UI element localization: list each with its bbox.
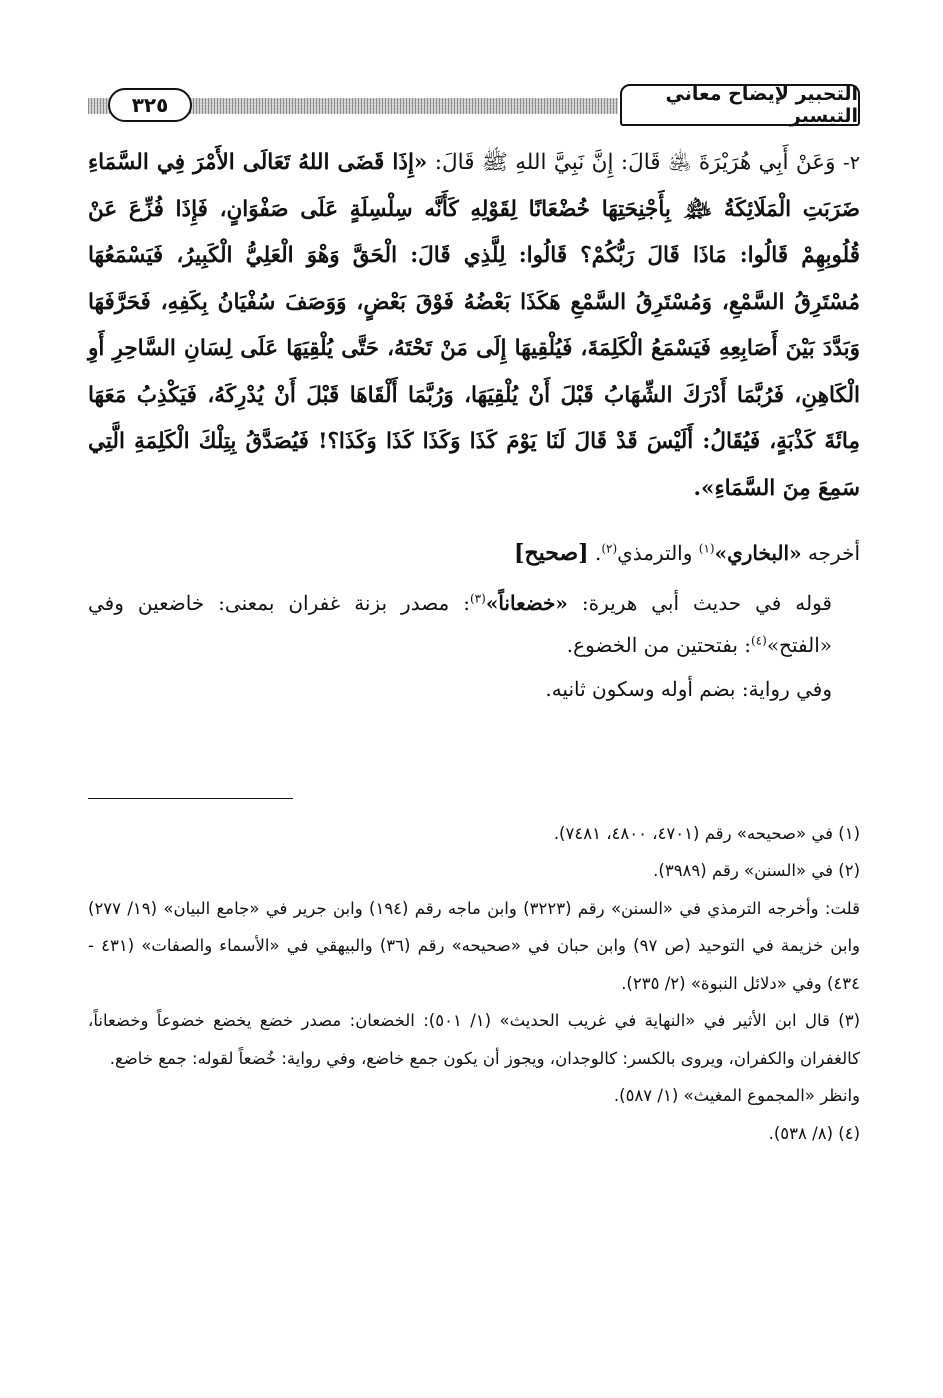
source-bukhari: «البخاري» bbox=[714, 540, 802, 565]
page-number: ٣٢٥ bbox=[131, 93, 169, 117]
running-title-box bbox=[620, 84, 860, 126]
hadith-number: ٢- bbox=[842, 152, 860, 174]
footnote: قلت: وأخرجه الترمذي في «السنن» رقم (٣٢٢٣) وابن ماجه رقم (١٩٤) وابن جرير في «جامع البيان» (١٩/ ٢٧٧) وابن خزيمة في التوحيد (ص ٩٧) وابن حبان في «صحيحه» رقم (٣٦) والبيهقي في «الأسماء والصفات» (٤٣١ - ٤٣٤) وفي «دلائل النبوة» (٢/ ٢٣٥). bbox=[88, 898, 860, 993]
commentary-paragraph-2: وفي رواية: بضم أوله وسكون ثانيه. bbox=[545, 676, 832, 701]
footnote-rule bbox=[88, 798, 293, 799]
page bbox=[88, 84, 860, 1152]
takhrij-line bbox=[88, 534, 860, 572]
commentary-text: : بفتحتين من الخضوع. bbox=[566, 632, 751, 657]
source-tirmidhi: والترمذي bbox=[617, 540, 699, 565]
hadith-saying: «إِذَا قَضَى اللهُ تَعَالَى الأَمْرَ فِي السَّمَاءِ ضَرَبَتِ الْمَلَائِكَةُ ﵈ بِأَجْنِحَتِهَا خُضْعَانًا لِقَوْلِهِ كَأَنَّه سِلْسِلَةٍ عَلَى صَفْوَانٍ، فَإِذَا فُزِّعَ عَنْ قُلُوبِهِمْ قَالُوا: مَاذَا قَالَ رَبُّكُمْ؟ قَالُوا: لِلَّذِي قَالَ: الْحَقَّ وَهْوَ الْعَلِيُّ الْكَبِيرُ، فَيَسْمَعُهَا مُسْتَرِقُ السَّمْعِ، وَمُسْتَرِقُ السَّمْعِ هَكَذَا بَعْضُهُ فَوْقَ بَعْضٍ، وَوَصَفَ سُفْيَانُ بِكَفِهِ، فَحَرَّفَهَا وَبَدَّدَ بَيْنَ أَصَابِعِهِ فَيَسْمَعُ الْكَلِمَةَ، فَيُلْقِيهَا إِلَى مَنْ تَحْتَهُ، حَتَّى يُلْقِيَهَا عَلَى لِسَانِ السَّاحِرِ أَوِ الْكَاهِنِ، فَرُبَّمَا أَدْرَكَ الشِّهَابُ قَبْلَ أَنْ يُلْقِيَهَا، وَرُبَّمَا أَلْقَاهَا قَبْلَ أَنْ يُدْرِكَهُ، فَيَكْذِبُ مَعَهَا مِائَةَ كَذْبَةٍ، فَيُقَالُ: أَلَيْسَ قَدْ قَالَ لَنَا يَوْمَ كَذَا وَكَذَا كَذَا وَكَذَا؟! فَيُصَدَّقُ بِتِلْكَ الْكَلِمَةِ الَّتِي سَمِعَ مِنَ السَّمَاءِ». bbox=[88, 150, 860, 501]
commentary-paragraph bbox=[88, 582, 860, 666]
grade-label: [صحيح] bbox=[514, 539, 589, 566]
commentary-text: : مصدر بزنة غفران بمعنى: خاضعين وفي «الفتح» bbox=[88, 590, 832, 657]
hadith-text bbox=[88, 140, 860, 512]
footnote-ref-1: (١) bbox=[698, 540, 715, 555]
footnotes bbox=[88, 815, 860, 1153]
hadith-intro: وَعَنْ أَبِي هُرَيْرَةَ ﵁ قَالَ: إِنَّ نَبِيَّ اللهِ ﷺ قَالَ: bbox=[434, 150, 836, 175]
takhrij-separator: . bbox=[588, 540, 602, 565]
keyword: «خضعاناً» bbox=[485, 590, 568, 615]
footnote-ref-3: (٣) bbox=[469, 590, 486, 605]
takhrij-prefix: أخرجه bbox=[807, 540, 860, 565]
footnote-ref-4: (٤) bbox=[750, 632, 767, 647]
footnote: وانظر «المجموع المغيث» (١/ ٥٨٧). bbox=[613, 1086, 860, 1105]
running-title: التحبير لإيضاح معاني التيسير bbox=[665, 83, 858, 127]
footnote: (٢) في «السنن» رقم (٣٩٨٩). bbox=[653, 861, 860, 880]
footnote: (٣) قال ابن الأثير في «النهاية في غريب الحديث» (١/ ٥٠١): الخضعان: مصدر خضع يخضع خضوعاً وخضعاناً، كالغفران والكفران، ويروى بالكسر: كالوجدان، ويجوز أن يكون جمع خاضع، وفي رواية: خُضعاً لقوله: جمع خاضع. bbox=[88, 1011, 860, 1068]
footnote: (١) في «صحيحه» رقم (٤٧٠١، ٤٨٠٠، ٧٤٨١). bbox=[553, 823, 860, 843]
footnote: (٤) (٨/ ٥٣٨). bbox=[768, 1123, 860, 1143]
commentary-text: قوله في حديث أبي هريرة: bbox=[567, 590, 832, 615]
footnote-ref-2: (٢) bbox=[601, 540, 618, 555]
page-number-box bbox=[108, 88, 192, 122]
page-header bbox=[88, 84, 860, 130]
